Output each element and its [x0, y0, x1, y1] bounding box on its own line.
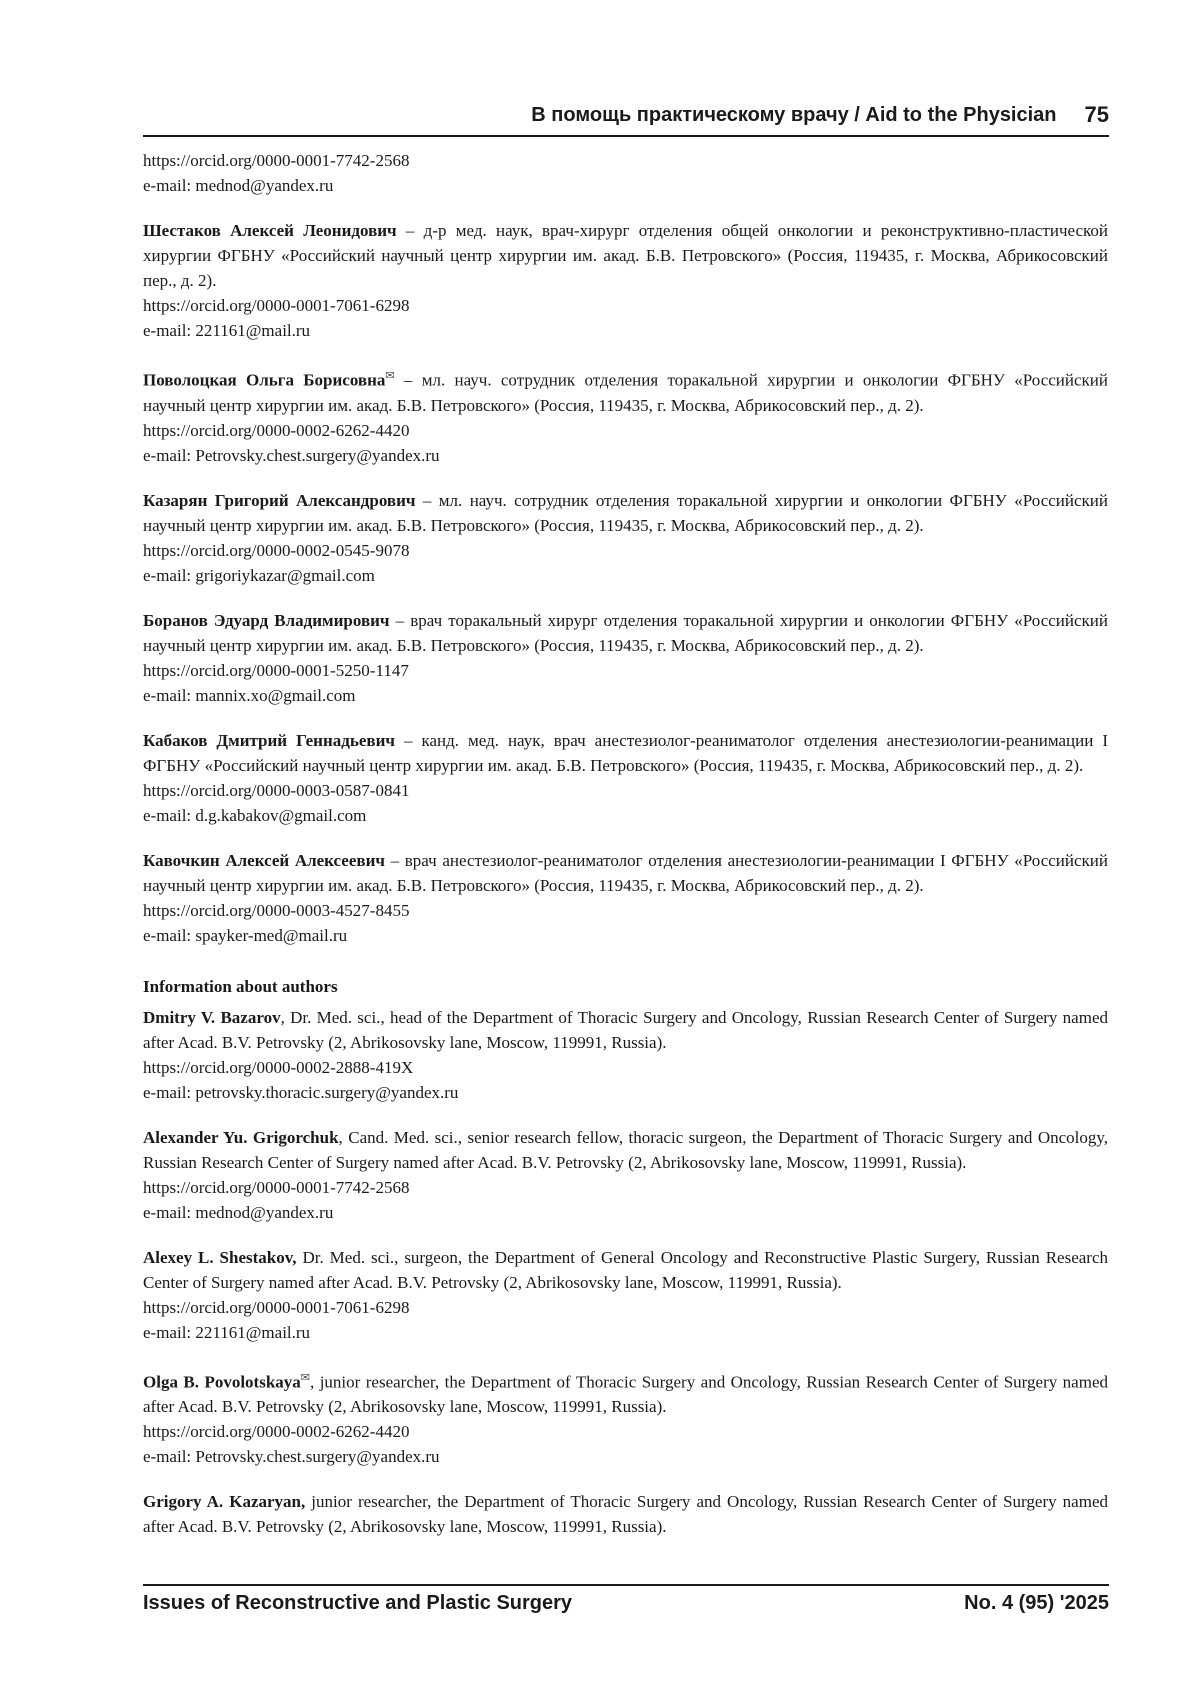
author-name: Grigory A. Kazaryan,	[143, 1492, 306, 1512]
author-description: , Dr. Med. sci., head of the Department of Thoracic Surgery and Oncology, Russian Research Center of Surgery named after Acad. B.V. Petrovsky (2, Abrikosovsky lane, Moscow, 119991, Russia).	[143, 1007, 1108, 1052]
email-link[interactable]: e-mail: Petrovsky.chest.surgery@yandex.ru	[143, 1447, 440, 1467]
page-footer	[143, 1584, 1109, 1615]
author-description: – мл. науч. сотрудник отделения торакальной хирургии и онкологии ФГБНУ «Российский научный центр хирургии им. акад. Б.В. Петровского» (Россия, 119435, г. Москва, Абрикосовский пер., д. 2).	[143, 490, 1108, 535]
author-description: – мл. науч. сотрудник отделения торакальной хирургии и онкологии ФГБНУ «Российский научный центр хирургии им. акад. Б.В. Петровского» (Россия, 119435, г. Москва, Абрикосовский пер., д. 2).	[143, 370, 1108, 415]
orcid-link[interactable]: https://orcid.org/0000-0003-0587-0841	[143, 780, 410, 800]
author-entry	[143, 848, 1108, 948]
author-description: , Cand. Med. sci., senior research fellow, thoracic surgeon, the Department of Thoracic Surgery and Oncology, Russian Research Center of Surgery named after Acad. B.V. Petrovsky (2, Abrikosovsky lane, Moscow, 119991, Russia).	[143, 1127, 1109, 1172]
author-name: Alexander Yu. Grigorchuk	[143, 1127, 339, 1147]
author-description: – д-р мед. наук, врач-хирург отделения общей онкологии и реконструктивно-пластической хирургии ФГБНУ «Российский научный центр хирургии им. акад. Б.В. Петровского» (Россия, 119435, г. Москва, Абрикосовский пер., д. 2).	[143, 221, 1109, 290]
orcid-link[interactable]: https://orcid.org/0000-0001-7742-2568	[143, 151, 410, 170]
author-entry	[143, 218, 1108, 343]
email-link[interactable]: e-mail: Petrovsky.chest.surgery@yandex.ru	[143, 445, 440, 465]
email-link[interactable]: e-mail: mednod@yandex.ru	[143, 176, 334, 195]
page-header	[143, 99, 1109, 137]
author-name: Боранов Эдуард Владимирович	[143, 610, 390, 630]
email-link[interactable]: e-mail: 221161@mail.ru	[143, 321, 311, 340]
author-name: Поволоцкая Ольга Борисовна	[143, 370, 386, 390]
email-link[interactable]: e-mail: 221161@mail.ru	[143, 1322, 311, 1342]
author-description: , junior researcher, the Department of Thoracic Surgery and Oncology, Russian Research Center of Surgery named after Acad. B.V. Petrovsky (2, Abrikosovsky lane, Moscow, 119991, Russia).	[143, 1372, 1108, 1417]
author-description: junior researcher, the Department of Thoracic Surgery and Oncology, Russian Research Center of Surgery named after Acad. B.V. Petrovsky (2, Abrikosovsky lane, Moscow, 119991, Russia).	[143, 1492, 1108, 1537]
author-entry	[143, 488, 1108, 588]
orcid-link[interactable]: https://orcid.org/0000-0002-0545-9078	[143, 540, 410, 560]
section-heading: Information about authors	[143, 976, 338, 996]
author-name: Казарян Григорий Александрович	[143, 490, 416, 510]
author-entry	[143, 363, 1108, 468]
author-entry	[143, 608, 1108, 708]
orcid-link[interactable]: https://orcid.org/0000-0002-6262-4420	[143, 1422, 410, 1442]
orcid-link[interactable]: https://orcid.org/0000-0001-7742-2568	[143, 1177, 410, 1197]
author-entry	[143, 728, 1108, 828]
author-name: Alexey L. Shestakov,	[143, 1247, 297, 1267]
journal-title: Issues of Reconstructive and Plastic Surgery	[143, 1592, 573, 1614]
envelope-icon: ✉	[300, 1370, 310, 1384]
orcid-link[interactable]: https://orcid.org/0000-0001-7061-6298	[143, 296, 410, 315]
author-entry	[143, 1005, 1108, 1105]
author-description: – врач анестезиолог-реаниматолог отделения анестезиологии-реанимации I ФГБНУ «Российский научный центр хирургии им. акад. Б.В. Петровского» (Россия, 119435, г. Москва, Абрикосовский пер., д. 2).	[143, 850, 1108, 895]
orcid-link[interactable]: https://orcid.org/0000-0002-2888-419X	[143, 1057, 414, 1077]
author-entry	[143, 1489, 1108, 1539]
author-name: Кабаков Дмитрий Геннадьевич	[143, 730, 395, 750]
issue-number: No. 4 (95) '2025	[964, 1592, 1109, 1614]
email-link[interactable]: e-mail: mannix.xo@gmail.com	[143, 685, 356, 705]
author-description: Dr. Med. sci., surgeon, the Department of General Oncology and Reconstructive Plastic Surgery, Russian Research Center of Surgery named after Acad. B.V. Petrovsky (2, Abrikosovsky lane, Moscow, 119991, Russia).	[143, 1247, 1108, 1292]
email-link[interactable]: e-mail: grigoriykazar@gmail.com	[143, 565, 375, 585]
page-content	[143, 148, 1108, 1559]
envelope-icon: ✉	[385, 369, 395, 382]
author-description: – врач торакальный хирург отделения торакальной хирургии и онкологии ФГБНУ «Российский научный центр хирургии им. акад. Б.В. Петровского» (Россия, 119435, г. Москва, Абрикосовский пер., д. 2).	[143, 610, 1108, 655]
author-entry	[143, 1245, 1108, 1345]
email-link[interactable]: e-mail: d.g.kabakov@gmail.com	[143, 805, 367, 825]
orcid-link[interactable]: https://orcid.org/0000-0003-4527-8455	[143, 900, 410, 920]
orcid-link[interactable]: https://orcid.org/0000-0001-5250-1147	[143, 660, 409, 680]
running-title: В помощь практическому врачу / Aid to the Physician	[531, 103, 1057, 126]
author-name: Dmitry V. Bazarov	[143, 1007, 281, 1027]
author-description: – канд. мед. наук, врач анестезиолог-реаниматолог отделения анестезиологии-реанимации I ФГБНУ «Российский научный центр хирургии им. акад. Б.В. Петровского» (Россия, 119435, г. Москва, Абрикосовский пер., д. 2).	[143, 730, 1108, 775]
orcid-link[interactable]: https://orcid.org/0000-0002-6262-4420	[143, 420, 410, 440]
email-link[interactable]: e-mail: petrovsky.thoracic.surgery@yandex.ru	[143, 1082, 459, 1102]
orcid-link[interactable]: https://orcid.org/0000-0001-7061-6298	[143, 1297, 410, 1317]
author-name: Кавочкин Алексей Алексеевич	[143, 850, 385, 870]
email-link[interactable]: e-mail: mednod@yandex.ru	[143, 1202, 334, 1222]
author-name: Шестаков Алексей Леонидович	[143, 221, 397, 240]
author-name: Olga B. Povolotskaya	[143, 1372, 301, 1392]
page-number: 75	[1084, 102, 1109, 127]
email-link[interactable]: e-mail: spayker-med@mail.ru	[143, 925, 348, 945]
author-entry	[143, 1125, 1108, 1225]
author-entry	[143, 1365, 1108, 1470]
author-contact-block	[143, 148, 1108, 198]
